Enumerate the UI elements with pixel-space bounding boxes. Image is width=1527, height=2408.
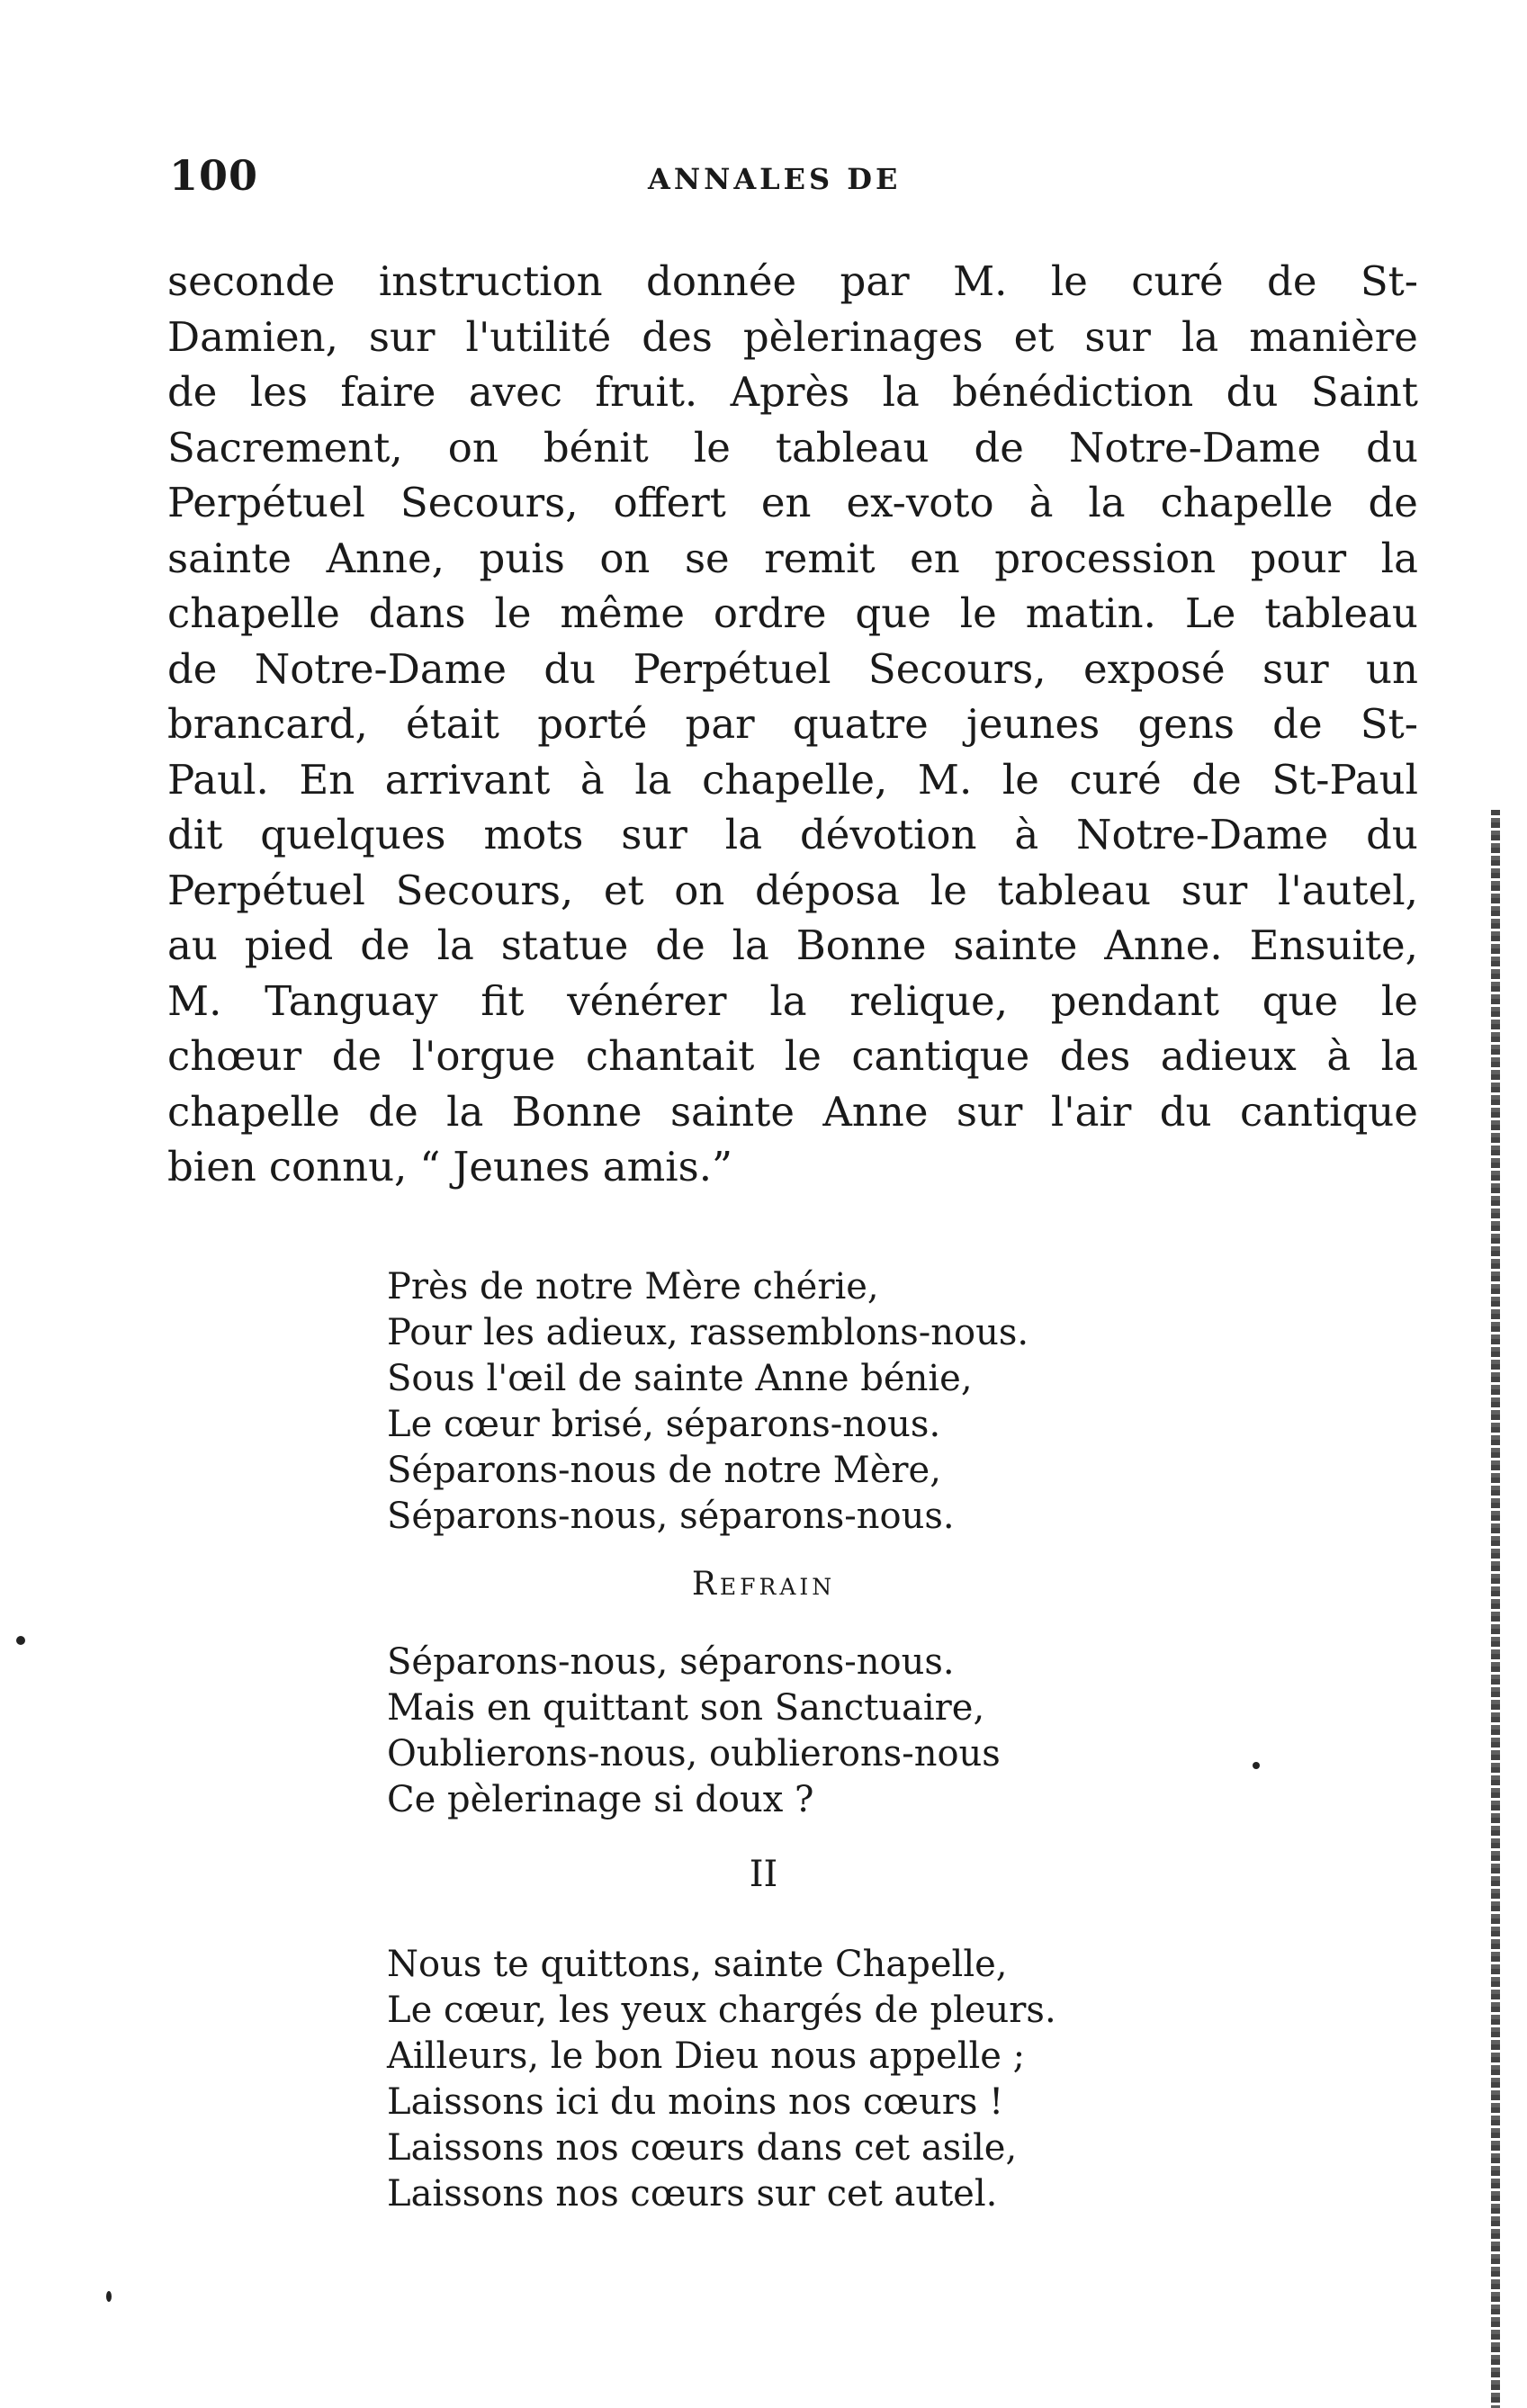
prose-word: la [724, 811, 763, 858]
prose-word: pèlerinages [742, 312, 984, 361]
prose-word: Le [1184, 589, 1236, 637]
prose-word: on [447, 423, 499, 472]
prose-word: se [684, 534, 730, 582]
prose-word: par [685, 700, 755, 748]
prose-word: statue [500, 921, 629, 969]
prose-word: chapelle [167, 589, 340, 637]
prose-word: le [1380, 976, 1418, 1025]
prose-word: du [1366, 423, 1418, 472]
running-title: ANNALES DE [648, 162, 902, 196]
prose-word: sur [956, 1087, 1023, 1136]
prose-word: sur [1262, 644, 1329, 693]
prose-word: Saint [1310, 368, 1418, 416]
prose-word: M. [167, 976, 222, 1025]
prose-word: relique, [849, 976, 1008, 1025]
prose-word: la [634, 755, 672, 804]
prose-word: avec [468, 368, 562, 416]
prose-word: Notre-Dame [1068, 423, 1322, 472]
prose-word: pour [1250, 534, 1347, 582]
prose-word: sainte [953, 921, 1078, 969]
prose-word: pendant [1050, 976, 1219, 1025]
prose-word: par [840, 257, 910, 305]
prose-word: à [1326, 1032, 1352, 1080]
prose-line [167, 863, 1418, 919]
prose-word: chantait [585, 1032, 755, 1080]
prose-word: sur [621, 811, 687, 858]
prose-word: et [603, 866, 644, 914]
prose-word: “ [419, 1143, 441, 1191]
prose-word: Damien, [167, 312, 338, 361]
prose-line [167, 364, 1418, 420]
prose-line [167, 531, 1418, 587]
prose-word: Ensuite, [1249, 921, 1418, 969]
prose-word: procession [994, 534, 1217, 582]
prose-line [167, 254, 1418, 310]
prose-word: Secours, [867, 644, 1046, 693]
prose-line [167, 918, 1418, 974]
scan-edge-artifact [1491, 810, 1500, 2408]
prose-word: Bonne [795, 921, 927, 969]
prose-word: sur [1084, 312, 1151, 361]
prose-line [167, 420, 1418, 476]
verse-line: Nous te quittons, sainte Chapelle, [387, 1944, 1008, 1985]
prose-word: Perpétuel [633, 644, 831, 693]
prose-line [167, 642, 1418, 697]
prose-word: Après [730, 368, 850, 416]
prose-line [167, 696, 1418, 752]
poem-stanza-2 [387, 1942, 1197, 2217]
prose-word: jeunes [966, 700, 1100, 748]
prose-word: bien [167, 1143, 256, 1191]
prose-word: bénédiction [952, 368, 1194, 416]
verse-line: Mais en quittant son Sanctuaire, [387, 1687, 985, 1729]
prose-word: le [494, 589, 532, 637]
prose-word: Anne [822, 1087, 929, 1136]
prose-word: de [167, 644, 218, 693]
prose-word: Sacrement, [167, 423, 403, 472]
prose-line [167, 1139, 1418, 1195]
prose-line [167, 586, 1418, 642]
prose-word: les [249, 368, 308, 416]
prose-word: le [1002, 755, 1039, 804]
prose-word: la [436, 921, 474, 969]
prose-word: pied [244, 921, 334, 969]
prose-word: et [1013, 312, 1055, 361]
prose-word: St- [1360, 700, 1418, 748]
verse-line: Le cœur, les yeux chargés de pleurs. [387, 1990, 1056, 2031]
prose-word: mots [483, 811, 584, 858]
prose-word: brancard, [167, 700, 368, 748]
prose-word: du [1226, 368, 1279, 416]
prose-word: l'autel, [1277, 866, 1418, 914]
prose-line [167, 807, 1418, 863]
prose-word: Notre-Dame [254, 644, 507, 693]
prose-word: seconde [167, 257, 336, 305]
verse-line: Sous l'œil de sainte Anne bénie, [387, 1358, 973, 1399]
prose-word: la [732, 921, 769, 969]
prose-word: Perpétuel [167, 866, 365, 914]
prose-word: de [655, 921, 705, 969]
prose-word: en [910, 534, 960, 582]
prose-word: manière [1249, 312, 1418, 361]
verse-line: Oublierons-nous, oublierons-nous [387, 1733, 1001, 1775]
prose-word: le [959, 589, 997, 637]
prose-word: ex-voto [846, 479, 994, 526]
prose-word: ordre [713, 589, 827, 637]
prose-word: Perpétuel [167, 479, 365, 526]
prose-word: la [1380, 534, 1418, 582]
prose-word: sainte [167, 534, 292, 582]
prose-word: St- [1360, 257, 1418, 305]
prose-word: l'orgue [411, 1032, 556, 1080]
prose-word: tableau [775, 423, 930, 472]
prose-word: de [368, 1087, 418, 1136]
prose-line [167, 310, 1418, 365]
prose-word: du [543, 644, 597, 693]
page-number: 100 [169, 151, 259, 200]
prose-word: le [1050, 257, 1088, 305]
prose-word: puis [479, 534, 565, 582]
prose-word: était [405, 700, 500, 748]
prose-word: de [1191, 755, 1242, 804]
prose-word: M. [953, 257, 1008, 305]
prose-word: faire [340, 368, 436, 416]
prose-word: chœur [167, 1032, 302, 1080]
prose-word: amis.” [602, 1143, 733, 1191]
page-header [162, 151, 1404, 205]
prose-word: de [1368, 479, 1418, 526]
poem-stanza-1 [387, 1264, 1197, 1540]
prose-word: de [1267, 257, 1317, 305]
prose-word: le [693, 423, 731, 472]
prose-word: en [760, 479, 812, 526]
prose-word: le [784, 1032, 822, 1080]
prose-word: à [1028, 479, 1054, 526]
prose-word: sur [1181, 866, 1248, 914]
prose-word: tableau [1264, 589, 1418, 637]
refrain-heading: Refrain [691, 1566, 836, 1603]
prose-word: la [882, 368, 920, 416]
prose-line [167, 475, 1418, 531]
prose-line [167, 1084, 1418, 1140]
prose-word: Paul. [167, 755, 269, 804]
prose-word: déposa [754, 866, 901, 914]
verse-line: Ailleurs, le bon Dieu nous appelle ; [387, 2035, 1026, 2077]
prose-word: vénérer [567, 976, 727, 1025]
verse-line: Laissons ici du moins nos cœurs ! [387, 2081, 1004, 2123]
prose-word: exposé [1082, 644, 1226, 693]
prose-word: la [1380, 1032, 1418, 1080]
prose-word: quatre [792, 700, 929, 748]
prose-word: même [560, 589, 685, 637]
prose-word: matin. [1025, 589, 1156, 637]
scan-speck [106, 2291, 112, 2302]
prose-word: offert [613, 479, 726, 526]
prose-line [167, 1029, 1418, 1084]
prose-word: des [642, 312, 713, 361]
prose-word: instruction [378, 257, 603, 305]
verse-line: Pour les adieux, rassemblons-nous. [387, 1312, 1029, 1353]
prose-word: à [1014, 811, 1039, 858]
prose-word: la [769, 976, 807, 1025]
prose-word: Anne. [1104, 921, 1223, 969]
prose-word: au [167, 921, 218, 969]
section-number: II [749, 1854, 778, 1895]
prose-word: dans [368, 589, 466, 637]
prose-word: du [1159, 1087, 1212, 1136]
prose-word: connu, [268, 1143, 408, 1191]
verse-line: Ce pèlerinage si doux ? [387, 1779, 814, 1820]
prose-word: curé [1131, 257, 1224, 305]
prose-word: sainte [669, 1087, 795, 1136]
prose-word: de [167, 368, 218, 416]
prose-word: donnée [646, 257, 797, 305]
prose-word: de [331, 1032, 382, 1080]
prose-word: curé [1069, 755, 1162, 804]
prose-word: des [1059, 1032, 1131, 1080]
prose-word: Notre-Dame [1076, 811, 1329, 858]
prose-word: Secours, [395, 866, 574, 914]
prose-word: l'utilité [465, 312, 612, 361]
prose-word: tableau [997, 866, 1152, 914]
verse-line: Séparons-nous de notre Mère, [387, 1450, 941, 1491]
prose-word: un [1366, 644, 1418, 693]
prose-word: le [930, 866, 967, 914]
verse-line: Laissons nos cœurs dans cet asile, [387, 2127, 1018, 2169]
prose-word: l'air [1050, 1087, 1132, 1136]
prose-word: Tanguay [265, 976, 438, 1025]
scan-speck [16, 1636, 25, 1645]
prose-word: chapelle, [702, 755, 888, 804]
prose-word: St-Paul [1271, 755, 1418, 804]
verse-line: Près de notre Mère chérie, [387, 1266, 879, 1307]
prose-word: de [360, 921, 410, 969]
verse-line: Séparons-nous, séparons-nous. [387, 1496, 955, 1537]
prose-word: fruit. [595, 368, 698, 416]
prose-word: Bonne [511, 1087, 642, 1136]
prose-word: à [579, 755, 605, 804]
prose-word: la [1181, 312, 1219, 361]
prose-word: chapelle [167, 1087, 340, 1136]
prose-word: quelques [260, 811, 446, 858]
prose-word: fit [481, 976, 525, 1025]
prose-word: Jeunes [453, 1143, 590, 1191]
prose-word: Secours, [400, 479, 579, 526]
verse-line: Le cœur brisé, séparons-nous. [387, 1404, 941, 1445]
prose-word: cantique [1239, 1087, 1418, 1136]
prose-paragraph [167, 254, 1418, 1195]
prose-word: Anne, [326, 534, 445, 582]
verse-line: Séparons-nous, séparons-nous. [387, 1641, 955, 1683]
prose-word: remit [764, 534, 876, 582]
verse-line: Laissons nos cœurs sur cet autel. [387, 2173, 998, 2215]
prose-word: la [446, 1087, 484, 1136]
prose-word: que [855, 589, 931, 637]
prose-word: sur [368, 312, 436, 361]
prose-word: M. [917, 755, 973, 804]
prose-word: En [299, 755, 355, 804]
prose-word: la [1088, 479, 1126, 526]
prose-word: adieux [1160, 1032, 1297, 1080]
prose-word: on [599, 534, 651, 582]
prose-line [167, 974, 1418, 1029]
prose-word: dévotion [799, 811, 977, 858]
prose-line [167, 752, 1418, 808]
prose-word: gens [1137, 700, 1235, 748]
scan-speck [1253, 1762, 1260, 1769]
poem-refrain [387, 1640, 1197, 1823]
prose-word: chapelle [1160, 479, 1334, 526]
prose-word: porté [537, 700, 648, 748]
prose-word: on [674, 866, 725, 914]
prose-word: de [1272, 700, 1323, 748]
prose-word: que [1262, 976, 1339, 1025]
prose-word: cantique [851, 1032, 1030, 1080]
prose-word: bénit [543, 423, 649, 472]
prose-word: du [1366, 811, 1418, 858]
prose-word: de [974, 423, 1024, 472]
prose-word: arrivant [384, 755, 551, 804]
prose-word: dit [167, 811, 223, 858]
